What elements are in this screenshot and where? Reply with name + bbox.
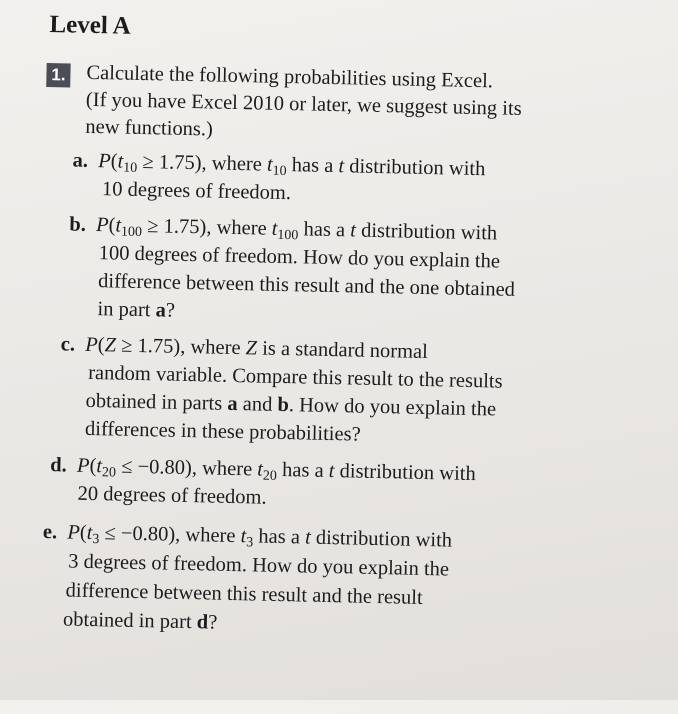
part-b-line-3: difference between this result and the one obtained xyxy=(97,270,516,301)
part-c-line-2: random variable. Compare this result to the results xyxy=(87,361,503,393)
intro-line-1: Calculate the following probabilities using Excel. xyxy=(86,61,494,93)
part-d-line-1: d. $P(t_{20} \le -0.80)$, where $t_{20}$ has a t distribution with xyxy=(50,454,476,486)
part-d-label: d. xyxy=(50,454,68,477)
part-e-line-1: e. $P(t_3 \le -0.80)$, where $t_3$ has a t distribution with xyxy=(42,521,453,552)
part-a-line-1: a. $P(t_{10} \ge 1.75)$, where $t_{10}$ has a t distribution with xyxy=(72,149,486,181)
part-a-label: a. xyxy=(72,149,89,172)
part-e-line-4: obtained in part d? xyxy=(62,608,218,634)
section-heading: Level A xyxy=(49,11,132,40)
part-e-line-2: 3 degrees of freedom. How do you explain the xyxy=(68,550,450,581)
part-e-line-3: difference between this result and the result xyxy=(65,579,423,609)
part-b-label: b. xyxy=(69,213,87,236)
intro-line-2: (If you have Excel 2010 or later, we suggest using its xyxy=(85,88,522,120)
part-e-label: e. xyxy=(42,521,58,544)
part-c-line-1: c. P(Z ≥ 1.75), where Z is a standard normal xyxy=(60,333,429,364)
part-d-line-2: 20 degrees of freedom. xyxy=(77,482,267,509)
part-b-line-2: 100 degrees of freedom. How do you explain the xyxy=(98,242,501,273)
part-b-line-1: b. $P(t_{100} \ge 1.75)$, where $t_{100}$ has a t distribution with xyxy=(69,213,498,245)
part-a-line-2: 10 degrees of freedom. xyxy=(101,178,292,205)
intro-line-3: new functions.) xyxy=(85,115,214,141)
part-c-line-3: obtained in parts a and b. How do you explain the xyxy=(85,389,497,421)
question-number-badge: 1. xyxy=(46,63,70,87)
part-c-label: c. xyxy=(60,333,76,356)
part-b-line-4: in part a? xyxy=(97,298,176,322)
part-c-line-4: differences in these probabilities? xyxy=(84,417,361,446)
